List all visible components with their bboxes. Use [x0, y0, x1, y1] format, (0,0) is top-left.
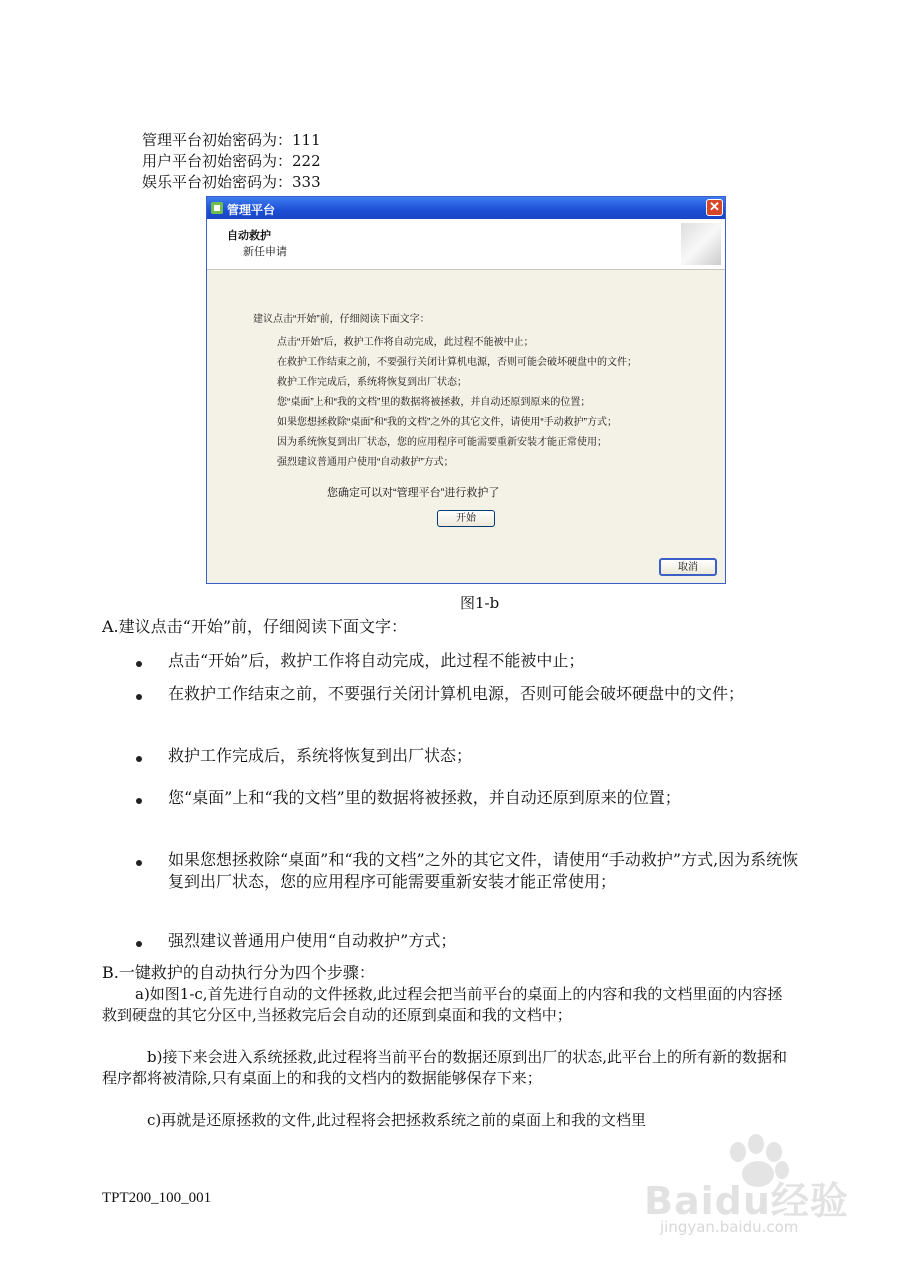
dialog-item: 点击“开始”后，救护工作将自动完成，此过程不能被中止；	[277, 337, 534, 348]
start-button[interactable]: 开始	[437, 510, 495, 527]
dialog-item-list	[277, 334, 637, 474]
watermark-brand: Baidu经验	[644, 1179, 849, 1223]
bullet-item: 强烈建议普通用户使用“自动救护”方式；	[168, 931, 457, 950]
bullet-dot-icon	[136, 941, 142, 947]
dialog-item: 救护工作完成后，系统将恢复到出厂状态；	[277, 377, 467, 388]
bullet-item: 在救护工作结束之前，不要强行关闭计算机电源，否则可能会破坏硬盘中的文件；	[168, 684, 745, 703]
close-button[interactable]: ✕	[706, 199, 723, 216]
dialog-item: 您“桌面”上和“我的文档”里的数据将被拯救，并自动还原到原来的位置；	[277, 397, 591, 408]
section-a-heading: A.建议点击“开始”前，仔细阅读下面文字：	[102, 617, 408, 636]
dialog-header	[207, 219, 725, 270]
dialog-title: 管理平台	[227, 203, 276, 217]
dialog-window	[206, 196, 726, 584]
baidu-watermark	[640, 1130, 880, 1240]
bullet-item: 如果您想拯救除“桌面”和“我的文档”之外的其它文件，请使用“手动救护”方式,因为系统恢复到出厂状态，您的应用程序可能需要重新安装才能正常使用；	[168, 850, 799, 891]
bullet-dot-icon	[136, 661, 142, 667]
cancel-button[interactable]: 取消	[659, 558, 717, 576]
app-icon	[210, 201, 224, 215]
bullet-dot-icon	[136, 860, 142, 866]
header-title: 自动救护	[227, 230, 271, 242]
step-c-paragraph: c)再就是还原拯救的文件,此过程将会把拯救系统之前的桌面上和我的文档里	[147, 1111, 647, 1129]
header-subtitle: 新任申请	[243, 246, 287, 258]
user-password-line: 用户平台初始密码为：222	[142, 152, 321, 170]
figure-caption: 图1-b	[460, 594, 500, 612]
dialog-body	[207, 270, 725, 583]
section-b-heading: B.一键救护的自动执行分为四个步骤：	[102, 963, 375, 982]
document-footer: TPT200_100_001	[102, 1190, 212, 1206]
watermark-url: jingyan.baidu.com	[660, 1218, 799, 1236]
step-b-paragraph: b)接下来会进入系统拯救,此过程将当前平台的数据还原到出厂的状态,此平台上的所有新的数据和程序都将被清除,只有桌面上的和我的文档内的数据能够保存下来；	[102, 1048, 787, 1087]
dialog-item: 强烈建议普通用户使用“自动救护”方式；	[277, 457, 454, 468]
bullet-dot-icon	[136, 798, 142, 804]
header-logo-icon	[681, 223, 721, 265]
bullet-dot-icon	[136, 756, 142, 762]
dialog-item: 因为系统恢复到出厂状态，您的应用程序可能需要重新安装才能正常使用；	[277, 437, 607, 448]
dialog-intro: 建议点击“开始”前，仔细阅读下面文字：	[253, 314, 430, 325]
dialog-question: 您确定可以对“管理平台”进行救护了	[327, 487, 500, 499]
admin-password-line: 管理平台初始密码为：111	[142, 131, 321, 149]
dialog-titlebar[interactable]	[207, 197, 725, 219]
bullet-item: 点击“开始”后，救护工作将自动完成，此过程不能被中止；	[168, 651, 585, 670]
entertainment-password-line: 娱乐平台初始密码为：333	[142, 173, 321, 191]
dialog-item: 如果您想拯救除“桌面”和“我的文档”之外的其它文件，请使用“手动救护”方式；	[277, 417, 617, 428]
bullet-item: 救护工作完成后，系统将恢复到出厂状态；	[168, 746, 473, 765]
bullet-dot-icon	[136, 694, 142, 700]
step-a-paragraph: a)如图1-c,首先进行自动的文件拯救,此过程会把当前平台的桌面上的内容和我的文档里面的内容拯救到硬盘的其它分区中,当拯救完后会自动的还原到桌面和我的文档中；	[102, 985, 783, 1024]
dialog-item: 在救护工作结束之前，不要强行关闭计算机电源，否则可能会破坏硬盘中的文件；	[277, 357, 637, 368]
bullet-item: 您“桌面”上和“我的文档”里的数据将被拯救，并自动还原到原来的位置；	[168, 788, 681, 807]
